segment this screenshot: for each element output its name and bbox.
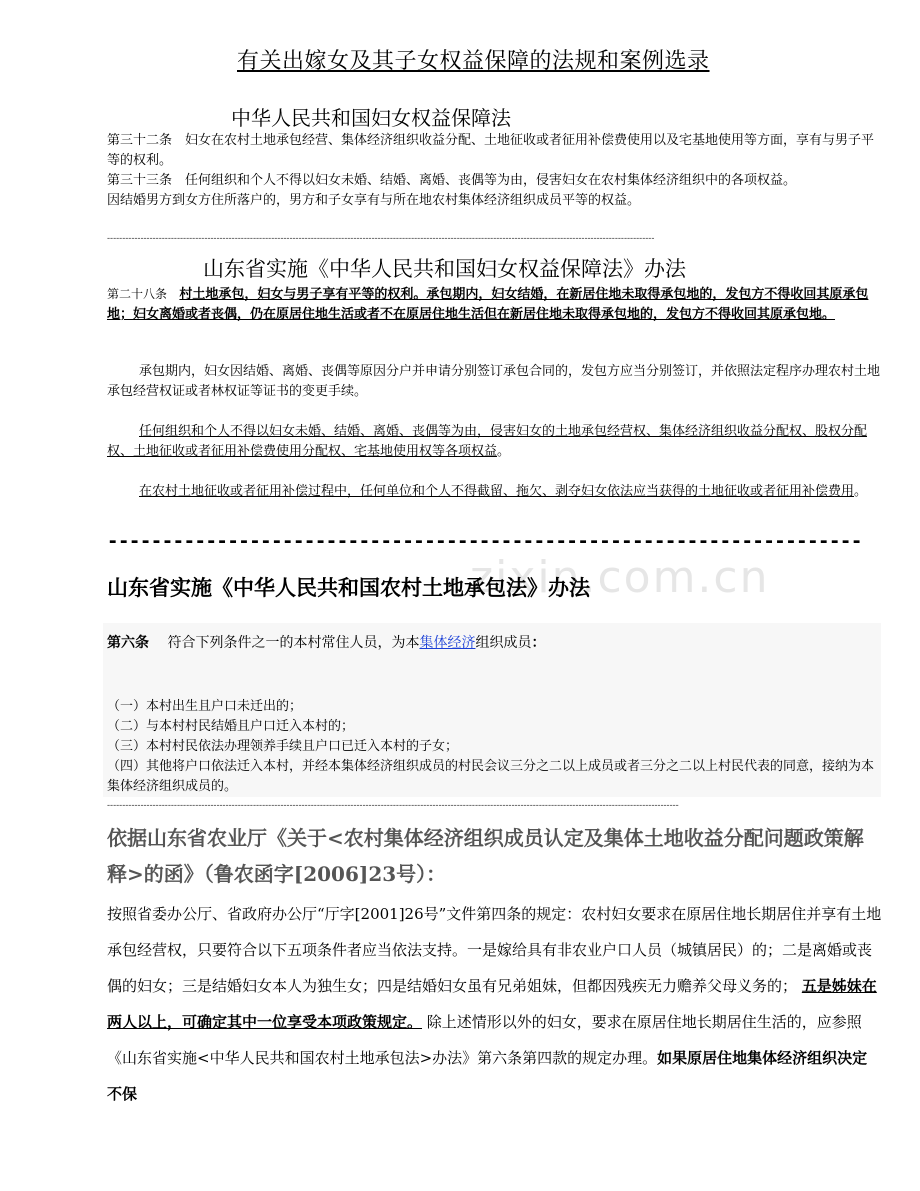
article-6-label: 第六条 <box>107 635 149 651</box>
article-6-heading <box>107 632 545 652</box>
article-28-para3-end: 。 <box>497 444 511 459</box>
article-33: 第三十三条 任何组织和个人不得以妇女未婚、结婚、离婚、丧偶等为由，侵害妇女在农村集体经济组织中的各项权益。 <box>107 173 797 188</box>
article-28-para3 <box>107 422 882 462</box>
divider: ------------------------------------------------------------------------------------------------------------------------------------------------------------------------------------ <box>107 234 655 244</box>
article-6-intro: 符合下列条件之一的本村常住人员，为本 <box>149 635 420 651</box>
article-6-list <box>107 697 882 797</box>
watermark: zixin.com.cn <box>470 552 770 603</box>
section-women-rights-law-body <box>107 131 882 211</box>
article-33-para2: 因结婚男方到女方住所落户的，男方和子女享有与所在地农村集体经济组织成员平等的权益。 <box>107 193 641 208</box>
article-28-text: 村土地承包，妇女与男子享有平等的权利。承包期内，妇女结婚，在新居住地未取得承包地的，发包方不得收回其原承包地；妇女离婚或者丧偶，仍在原居住地生活或者不在原居住地生活但在新居住地未取得承包地的，发包方不得收回其原承包地。 <box>107 287 869 322</box>
article-6-colon: ： <box>531 635 546 651</box>
article-28-number: 第二十八条 <box>107 287 168 301</box>
article-28-para2: 承包期内，妇女因结婚、离婚、丧偶等原因分户并申请分别签订承包合同的，发包方应当分别签订，并依照法定程序办理农村土地承包经营权证或者林权证等证书的变更手续。 <box>107 364 881 399</box>
article-28-para3-text: 任何组织和个人不得以妇女未婚、结婚、离婚、丧偶等为由，侵害妇女的土地承包经营权、集体经济组织收益分配权、股权分配权、土地征收或者征用补偿费使用分配权、宅基地使用权等各项权益 <box>107 424 868 459</box>
letter-text-4: 如果原居住地集体经济组织决定不保 <box>107 1049 868 1103</box>
letter-text-2: 五是姊妹在两人以上，可确定其中一位享受本项政策规定。 <box>107 977 877 1031</box>
letter-text-1: 按照省委办公厅、省政府办公厅“厅字[2001]26号”文件第四条的规定：农村妇女要求在原居住地长期居住并享有土地承包经营权，只要符合以下五项条件者应当依法支持。一是嫁给具有非农业户口人员（城镇居民）的；二是离婚或丧偶的妇女；三是结婚妇女本人为独生女；四是结婚妇女虽有兄弟姐妹，但都因残疾无力赡养父母义务的； <box>107 905 882 995</box>
section-heading-shandong-women-rights: 山东省实施《中华人民共和国妇女权益保障法》办法 <box>203 257 686 281</box>
divider: -------------------------------------------------------------------------------------------------------------------------------------------------------------------------------------------- <box>107 801 679 811</box>
collective-economy-link[interactable]: 集体经济 <box>419 635 476 651</box>
article-28-para4 <box>107 482 882 502</box>
document-title: 有关出嫁女及其子女权益保障的法规和案例选录 <box>237 49 710 74</box>
divider: --------------------------------------------------------------------- <box>107 530 862 552</box>
list-item: （二）与本村村民结婚且户口迁入本村的； <box>107 719 355 734</box>
article-32: 第三十二条 妇女在农村土地承包经营、集体经济组织收益分配、土地征收或者征用补偿费使用以及宅基地使用等方面，享有与男子平等的权利。 <box>107 133 875 168</box>
letter-text-3: 除上述情形以外的妇女，要求在原居住地长期居住生活的，应参照《山东省实施<中华人民共和国农村土地承包法>办法》第六条第四款的规定办理。 <box>107 1013 862 1067</box>
article-28-para4-text: 在农村土地征收或者征用补偿过程中，任何单位和个人不得截留、拖欠、剥夺妇女依法应当获得的土地征收或者征用补偿费用 <box>139 484 855 499</box>
article-28 <box>107 284 882 325</box>
list-item: （三）本村村民依法办理领养手续且户口已迁入本村的子女； <box>107 739 459 754</box>
agriculture-dept-letter-body <box>107 896 882 1112</box>
list-item: （一）本村出生且户口未迁出的； <box>107 699 303 714</box>
section-heading-agriculture-dept-letter: 依据山东省农业厅《关于<农村集体经济组织成员认定及集体土地收益分配问题政策解释>的函》（鲁农函字[2006]23号）： <box>107 826 864 886</box>
section-heading-women-rights-law: 中华人民共和国妇女权益保障法 <box>231 106 511 130</box>
article-6-intro-end: 组织成员 <box>475 635 532 651</box>
section-heading-land-contract-law: 山东省实施《中华人民共和国农村土地承包法》办法 <box>107 576 590 600</box>
list-item: （四）其他将户口依法迁入本村，并经本集体经济组织成员的村民会议三分之二以上成员或者三分之二以上村民代表的同意，接纳为本集体经济组织成员的。 <box>107 759 875 794</box>
article-28-para4-end: 。 <box>854 484 868 499</box>
